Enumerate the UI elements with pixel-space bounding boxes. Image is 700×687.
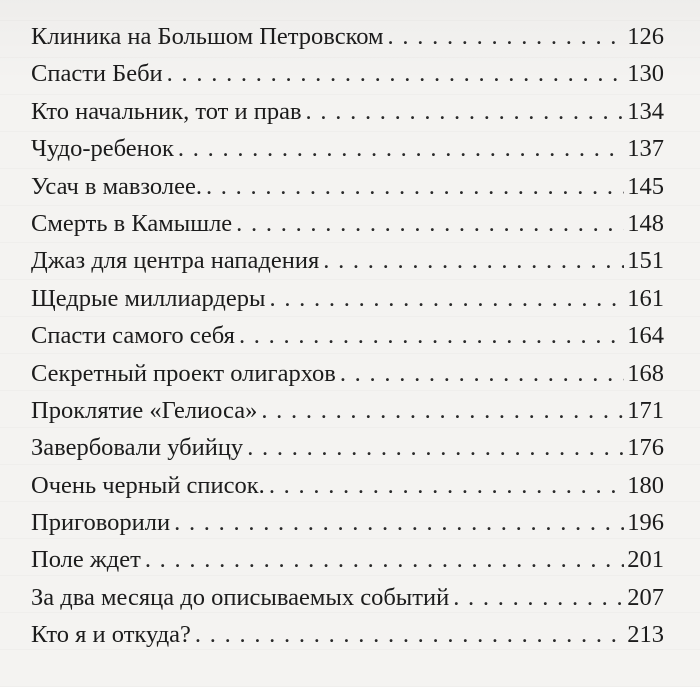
toc-entry-title: Усач в мавзолее. [31,172,202,200]
toc-entry [31,130,664,167]
table-of-contents [31,18,664,654]
dot-leader [261,392,624,429]
toc-entry-page-number: 137 [627,135,664,163]
toc-entry-page-number: 207 [627,583,664,611]
toc-entry [31,168,664,205]
toc-entry-page-number: 168 [627,359,664,387]
toc-entry-title: Секретный проект олигархов [31,359,336,387]
dot-leader [167,55,625,92]
toc-entry-page-number: 134 [627,97,664,125]
toc-entry-page-number: 145 [627,172,664,200]
toc-entry-page-number: 180 [627,471,664,499]
toc-entry [31,55,664,92]
toc-entry-page-number: 196 [627,509,664,537]
dot-leader [145,541,624,578]
toc-entry-title: Чудо-ребенок [31,135,174,163]
toc-entry-title: Очень черный список. [31,471,265,499]
dot-leader [323,242,624,279]
toc-entry-title: Смерть в Камышле [31,209,233,237]
toc-entry [31,504,664,541]
toc-entry [31,93,664,130]
toc-entry-title: Кто я и откуда? [31,621,191,649]
toc-entry-title: Кто начальник, тот и прав [31,97,302,125]
toc-entry [31,467,664,504]
toc-entry [31,541,664,578]
toc-entry-title: Джаз для центра нападения [31,247,320,275]
toc-entry-page-number: 130 [627,60,664,88]
toc-entry-page-number: 148 [627,209,664,237]
toc-entry [31,616,664,653]
dot-leader [453,579,624,616]
dot-leader [206,168,624,205]
toc-entry-title: Завербовали убийцу [31,434,244,462]
toc-entry-page-number: 201 [627,546,664,574]
toc-entry [31,429,664,466]
dot-leader [247,429,624,466]
toc-entry-title: Спасти самого себя [31,322,235,350]
toc-entry-title: Поле ждет [31,546,141,574]
toc-entry-page-number: 161 [627,284,664,312]
toc-entry [31,317,664,354]
toc-entry [31,392,664,429]
toc-entry-page-number: 151 [627,247,664,275]
dot-leader [269,280,624,317]
toc-entry-page-number: 176 [627,434,664,462]
toc-entry [31,280,664,317]
toc-entry-page-number: 164 [627,322,664,350]
toc-entry [31,205,664,242]
dot-leader [239,317,624,354]
dot-leader [269,467,624,504]
dot-leader [195,616,624,653]
toc-entry [31,579,664,616]
toc-entry [31,355,664,392]
toc-entry-title: Проклятие «Гелиоса» [31,396,258,424]
dot-leader [236,205,624,242]
toc-entry-title: За два месяца до описываемых событий [31,583,450,611]
toc-entry-title: Спасти Беби [31,60,163,88]
dot-leader [174,504,624,541]
toc-entry-title: Приговорили [31,509,171,537]
dot-leader [306,93,625,130]
toc-entry [31,242,664,279]
toc-entry-title: Щедрые миллиардеры [31,284,266,312]
dot-leader [388,18,625,55]
toc-entry-title: Клиника на Большом Петровском [31,23,384,50]
dot-leader [178,130,624,167]
dot-leader [340,355,624,392]
toc-entry-page-number: 213 [627,621,664,649]
toc-entry [31,18,664,55]
toc-entry-page-number: 126 [627,23,664,50]
toc-entry-page-number: 171 [627,396,664,424]
